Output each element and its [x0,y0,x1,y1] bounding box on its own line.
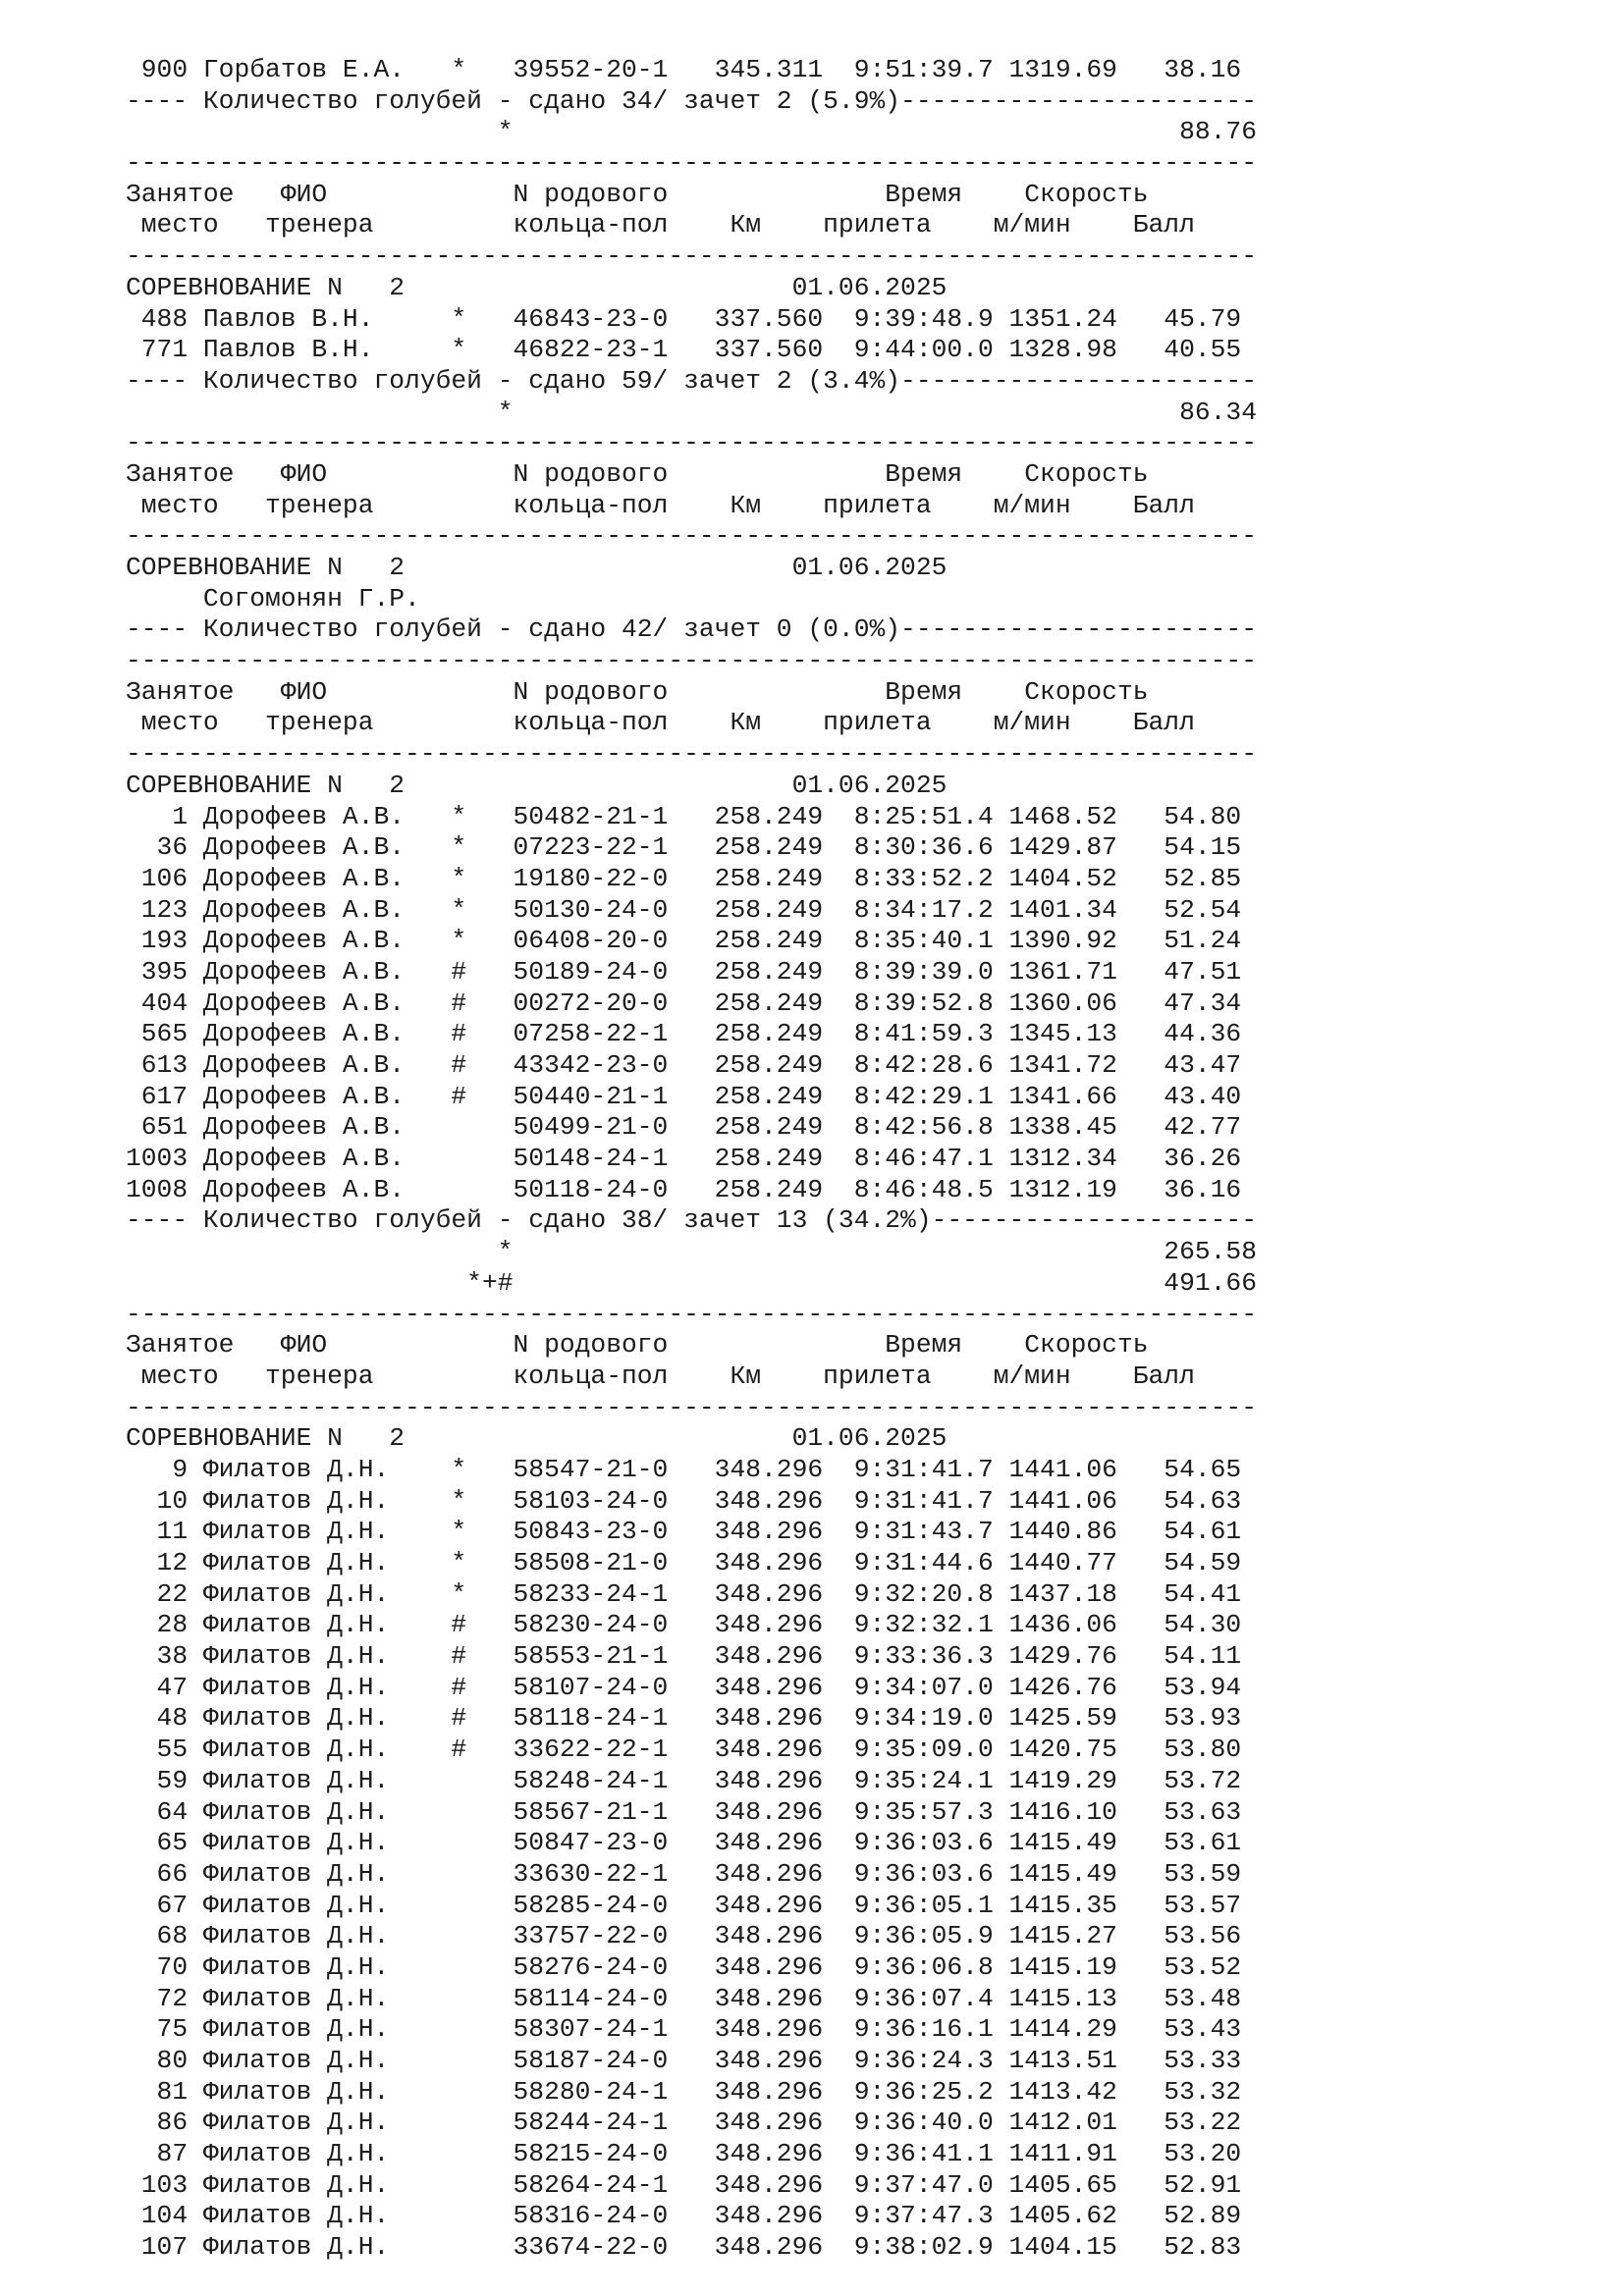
column-header-row-2: место тренера кольца-пол Км прилета м/мин Балл [126,708,1195,738]
result-row: 1008 Дорофеев А.В. 50118-24-0 258.249 8:46:48.5 1312.19 36.16 [126,1174,1242,1204]
result-row: 10 Филатов Д.Н. * 58103-24-0 348.296 9:31:41.7 1441.06 54.63 [126,1485,1242,1516]
result-row: 68 Филатов Д.Н. 33757-22-0 348.296 9:36:05.9 1415.27 53.56 [126,1921,1242,1951]
competition-title: СОРЕВНОВАНИЕ N 2 01.06.2025 [126,553,947,582]
header-rule: ------------------------------------------------------------------------- [126,1392,1257,1422]
result-row: 103 Филатов Д.Н. 58264-24-1 348.296 9:37:47.0 1405.65 52.91 [126,2169,1242,2200]
column-header-row-2: место тренера кольца-пол Км прилета м/мин Балл [126,490,1195,520]
result-row: 86 Филатов Д.Н. 58244-24-1 348.296 9:36:40.0 1412.01 53.22 [126,2108,1242,2138]
result-row: 9 Филатов Д.Н. * 58547-21-0 348.296 9:31:41.7 1441.06 54.65 [126,1454,1242,1484]
race-results-report [126,55,1500,2264]
header-rule: ------------------------------------------------------------------------- [126,241,1257,272]
result-row: 64 Филатов Д.Н. 58567-21-1 348.296 9:35:57.3 1416.10 53.63 [126,1796,1242,1827]
result-row: 80 Филатов Д.Н. 58187-24-0 348.296 9:36:24.3 1413.51 53.33 [126,2046,1242,2075]
result-row: 11 Филатов Д.Н. * 50843-23-0 348.296 9:31:43.7 1440.86 54.61 [126,1517,1242,1547]
result-row: 66 Филатов Д.Н. 33630-22-1 348.296 9:36:03.6 1415.49 53.59 [126,1858,1242,1889]
column-header-row-1: Занятое ФИО N родового Время Скорость [126,676,1149,707]
header-rule: ------------------------------------------------------------------------- [126,739,1257,770]
result-row: 488 Павлов В.Н. * 46843-23-0 337.560 9:39:48.9 1351.24 45.79 [126,303,1242,334]
result-row: 47 Филатов Д.Н. # 58107-24-0 348.296 9:34:07.0 1426.76 53.94 [126,1672,1242,1702]
column-header-row-2: место тренера кольца-пол Км прилета м/мин Балл [126,210,1195,240]
result-row: 613 Дорофеев А.В. # 43342-23-0 258.249 8:42:28.6 1341.72 43.47 [126,1050,1242,1080]
column-header-row-2: место тренера кольца-пол Км прилета м/мин Балл [126,1361,1195,1391]
result-row: 70 Филатов Д.Н. 58276-24-0 348.296 9:36:06.8 1415.19 53.52 [126,1951,1242,1982]
total-points: *+# 491.66 [126,1267,1257,1298]
header-rule: ------------------------------------------------------------------------- [126,646,1257,676]
result-row: 565 Дорофеев А.В. # 07258-22-1 258.249 8:41:59.3 1345.13 44.36 [126,1019,1242,1049]
result-row: 1 Дорофеев А.В. * 50482-21-1 258.249 8:25:51.4 1468.52 54.80 [126,801,1242,831]
pigeon-count-summary: ---- Количество голубей - сдано 59/ зачет 2 (3.4%)----------------------- [126,365,1257,396]
competition-title: СОРЕВНОВАНИЕ N 2 01.06.2025 [126,1423,947,1454]
competition-title: СОРЕВНОВАНИЕ N 2 01.06.2025 [126,272,947,302]
result-row: 651 Дорофеев А.В. 50499-21-0 258.249 8:42:56.8 1338.45 42.77 [126,1112,1242,1143]
result-row: 106 Дорофеев А.В. * 19180-22-0 258.249 8:33:52.2 1404.52 52.85 [126,863,1242,893]
result-row: 38 Филатов Д.Н. # 58553-21-1 348.296 9:33:36.3 1429.76 54.11 [126,1641,1242,1672]
header-rule: ------------------------------------------------------------------------- [126,1299,1257,1329]
result-row: 404 Дорофеев А.В. # 00272-20-0 258.249 8:39:52.8 1360.06 47.34 [126,988,1242,1018]
result-row: 395 Дорофеев А.В. # 50189-24-0 258.249 8:39:39.0 1361.71 47.51 [126,956,1242,987]
result-row: 87 Филатов Д.Н. 58215-24-0 348.296 9:36:41.1 1411.91 53.20 [126,2139,1242,2169]
pigeon-count-summary: ---- Количество голубей - сдано 34/ зачет 2 (5.9%)----------------------- [126,85,1257,116]
result-row: 28 Филатов Д.Н. # 58230-24-0 348.296 9:32:32.1 1436.06 54.30 [126,1610,1242,1640]
result-row: 617 Дорофеев А.В. # 50440-21-1 258.249 8:42:29.1 1341.66 43.40 [126,1081,1242,1111]
total-points: * 88.76 [126,117,1257,147]
header-rule: ------------------------------------------------------------------------- [126,148,1257,179]
result-row: 193 Дорофеев А.В. * 06408-20-0 258.249 8:35:40.1 1390.92 51.24 [126,926,1242,956]
result-row: 107 Филатов Д.Н. 33674-22-0 348.296 9:38:02.9 1404.15 52.83 [126,2232,1242,2263]
header-rule: ------------------------------------------------------------------------- [126,521,1257,552]
result-row: 900 Горбатов Е.А. * 39552-20-1 345.311 9:51:39.7 1319.69 38.16 [126,55,1242,84]
result-row: 12 Филатов Д.Н. * 58508-21-0 348.296 9:31:44.6 1440.77 54.59 [126,1548,1242,1577]
result-row: 123 Дорофеев А.В. * 50130-24-0 258.249 8:34:17.2 1401.34 52.54 [126,894,1242,925]
result-row: 65 Филатов Д.Н. 50847-23-0 348.296 9:36:03.6 1415.49 53.61 [126,1828,1242,1858]
result-row: 104 Филатов Д.Н. 58316-24-0 348.296 9:37:47.3 1405.62 52.89 [126,2201,1242,2231]
result-row: 55 Филатов Д.Н. # 33622-22-1 348.296 9:35:09.0 1420.75 53.80 [126,1735,1242,1765]
pigeon-count-summary: ---- Количество голубей - сдано 38/ зачет 13 (34.2%)--------------------- [126,1205,1257,1236]
result-row: 67 Филатов Д.Н. 58285-24-0 348.296 9:36:05.1 1415.35 53.57 [126,1890,1242,1920]
column-header-row-1: Занятое ФИО N родового Время Скорость [126,179,1149,209]
header-rule: ------------------------------------------------------------------------- [126,428,1257,458]
column-header-row-1: Занятое ФИО N родового Время Скорость [126,1330,1149,1361]
result-row: 59 Филатов Д.Н. 58248-24-1 348.296 9:35:24.1 1419.29 53.72 [126,1765,1242,1795]
total-points: * 265.58 [126,1237,1257,1267]
result-row: 72 Филатов Д.Н. 58114-24-0 348.296 9:36:07.4 1415.13 53.48 [126,1983,1242,2013]
trainer-name: Согомонян Г.Р. [126,583,420,614]
total-points: * 86.34 [126,397,1257,427]
result-row: 36 Дорофеев А.В. * 07223-22-1 258.249 8:30:36.6 1429.87 54.15 [126,832,1242,863]
result-row: 48 Филатов Д.Н. # 58118-24-1 348.296 9:34:19.0 1425.59 53.93 [126,1703,1242,1734]
pigeon-count-summary: ---- Количество голубей - сдано 42/ зачет 0 (0.0%)----------------------- [126,614,1257,645]
competition-title: СОРЕВНОВАНИЕ N 2 01.06.2025 [126,770,947,800]
result-row: 22 Филатов Д.Н. * 58233-24-1 348.296 9:32:20.8 1437.18 54.41 [126,1578,1242,1609]
result-row: 771 Павлов В.Н. * 46822-23-1 337.560 9:44:00.0 1328.98 40.55 [126,335,1242,365]
result-row: 81 Филатов Д.Н. 58280-24-1 348.296 9:36:25.2 1413.42 53.32 [126,2076,1242,2107]
result-row: 75 Филатов Д.Н. 58307-24-1 348.296 9:36:16.1 1414.29 53.43 [126,2014,1242,2045]
column-header-row-1: Занятое ФИО N родового Время Скорость [126,458,1149,489]
result-row: 1003 Дорофеев А.В. 50148-24-1 258.249 8:46:47.1 1312.34 36.26 [126,1144,1242,1174]
